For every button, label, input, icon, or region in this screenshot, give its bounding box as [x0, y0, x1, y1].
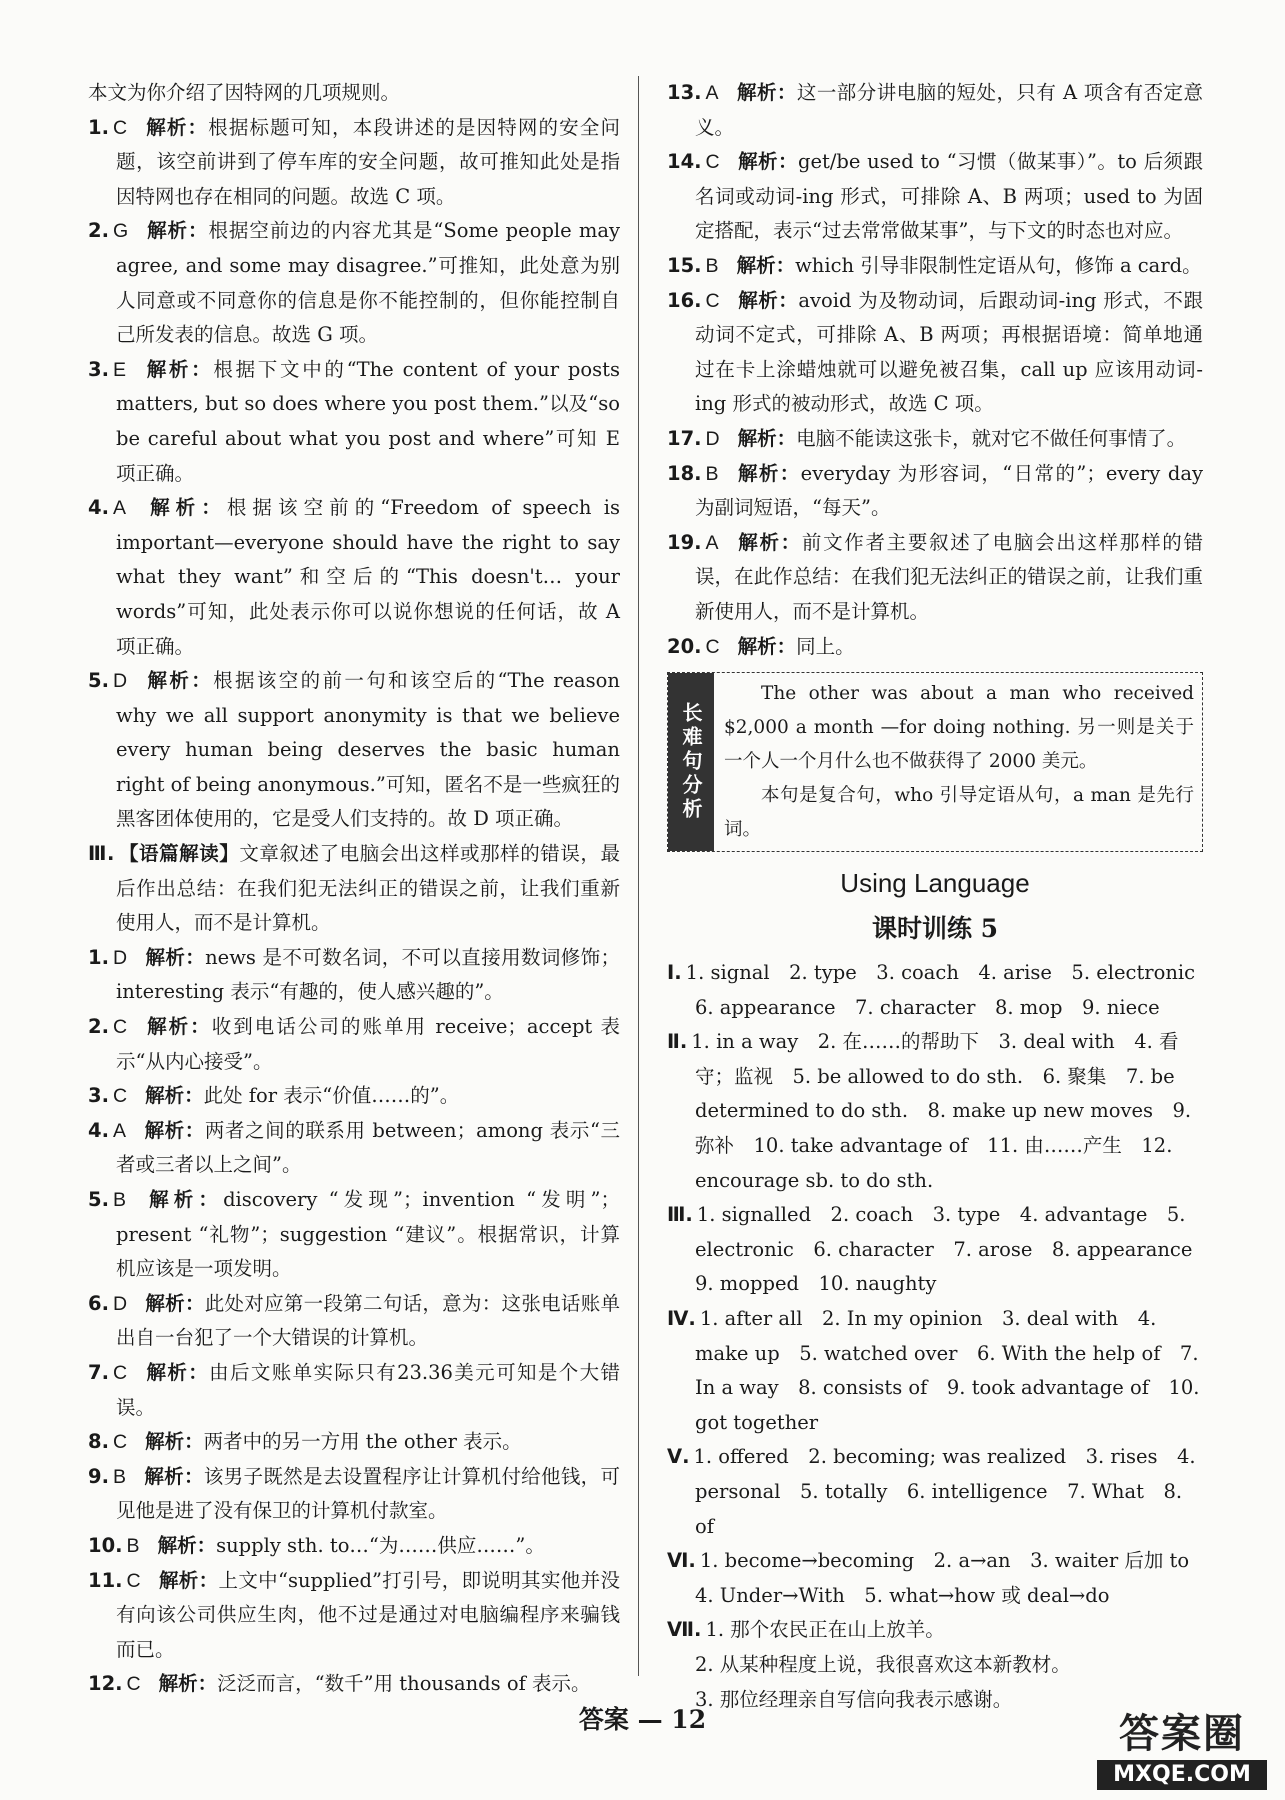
answer-list-ii — [88, 111, 620, 837]
answer-item: 15. B 解析：which 引导非限制性定语从句，修饰 a card。 — [667, 253, 1202, 277]
sentence-analysis-box — [667, 672, 1203, 852]
exercise-row: Ⅱ. 1. in a way 2. 在……的帮助下 3. deal with 4. 看守；监视 5. be allowed to do sth. 6. 聚集 7. be determined to do sth. 8. make up new moves 9. 弥补 10. take advantage of 11. 由……产生 12. encourage sb. to do sth. — [667, 1030, 1192, 1192]
answer-item: 8. C 解析：两者中的另一方用 the other 表示。 — [88, 1430, 522, 1454]
answer-item: 4. A 解析：根据该空前的“Freedom of speech is important—everyone should have the right to say what they want”和空后的“This doesn't… your words”可知，此处表示你可以说你想说的任何话，故 A 项正确。 — [88, 496, 620, 658]
answer-item: 2. C 解析：收到电话公司的账单用 receive；accept 表示“从内心接受”。 — [88, 1015, 620, 1073]
answer-item: 20. C 解析：同上。 — [667, 634, 855, 658]
exercise-row: Ⅶ. 1. 那个农民正在山上放羊。 — [667, 1618, 945, 1642]
section-title: Using Language — [840, 868, 1030, 899]
answer-item: 5. B 解析：discovery “发现”；invention “发明”；present “礼物”；suggestion “建议”。根据常识，计算机应该是一项发明。 — [88, 1188, 620, 1281]
exercise-row: Ⅲ. 1. signalled 2. coach 3. type 4. advantage 5. electronic 6. character 7. arose 8. appearance 9. mopped 10. naughty — [667, 1203, 1212, 1296]
answer-item: 10. B 解析：supply sth. to…“为……供应……”。 — [88, 1533, 545, 1557]
left-column — [88, 76, 620, 1702]
intro-text: 本文为你介绍了因特网的几项规则。 — [88, 81, 401, 104]
sentence-analysis-label: 长难句分析 — [668, 673, 714, 851]
answer-item: 5. D 解析：根据该空的前一句和该空后的“The reason why we all support anonymity is that we believe every human being deserves the basic human right of being anonymous.”可知，匿名不是一些疯狂的黑客团体使用的，它是受人们支持的。故 D 项正确。 — [88, 669, 620, 831]
exercise-row: Ⅰ. 1. signal 2. type 3. coach 4. arise 5. electronic 6. appearance 7. character 8. mop 9. niece — [667, 961, 1215, 1019]
answer-list-continued — [667, 76, 1203, 664]
sentence-analysis-line: The other was about a man who received $2,000 a month —for doing nothing. 另一则是关于一个人一个月什么也不做获得了 2000 美元。 — [724, 683, 1194, 773]
answer-item: 3. C 解析：此处 for 表示“价值……的”。 — [88, 1084, 460, 1108]
answer-list-iii — [88, 941, 620, 1702]
answer-item: 17. D 解析：电脑不能读这张卡，就对它不做任何事情了。 — [667, 426, 1187, 450]
exercise-row-continued: 2. 从某种程度上说，我很喜欢这本新教材。 — [695, 1652, 1071, 1676]
sentence-analysis-line: 本句是复合句，who 引导定语从句，a man 是先行词。 — [724, 785, 1194, 841]
watermark-text: 答案圈 — [1119, 1711, 1245, 1757]
answer-item: 1. D 解析：news 是不可数名词，不可以直接用数词修饰；interesting 表示“有趣的，使人感兴趣的”。 — [88, 945, 620, 1004]
answer-item: 9. B 解析：该男子既然是去设置程序让计算机付给他钱，可见他是进了没有保卫的计算机付款室。 — [88, 1464, 620, 1523]
answer-item: 7. C 解析：由后文账单实际只有23.36美元可知是个大错误。 — [88, 1360, 620, 1419]
column-divider — [638, 76, 639, 1676]
page-footer: 答案 — 12 — [578, 1705, 707, 1734]
sentence-analysis-body — [714, 673, 1202, 851]
answer-item: 13. A 解析：这一部分讲电脑的短处，只有 A 项含有否定意义。 — [667, 81, 1203, 139]
lesson-title: 课时训练 5 — [871, 914, 999, 944]
watermark-logo — [1097, 1712, 1267, 1792]
answer-item: 2. G 解析：根据空前边的内容尤其是“Some people may agree, and some may disagree.”可推知，此处意为别人同意或不同意你的信息是你不能控制的，但你能控制自己所发表的信息。故选 G 项。 — [88, 219, 620, 347]
answer-item: 11. C 解析：上文中“supplied”打引号，即说明其实他并没有向该公司供应生肉，他不过是通过对电脑编程序来骗钱而已。 — [88, 1568, 620, 1661]
section-iii-header: Ⅲ. 【语篇解读】文章叙述了电脑会出这样或那样的错误，最后作出总结：在我们犯无法纠正的错误之前，让我们重新使用人，而不是计算机。 — [88, 842, 620, 935]
answer-item: 3. E 解析：根据下文中的“The content of your posts matters, but so does where you post them.”以及“so be careful about what you post and where”可知 E 项正确。 — [88, 357, 620, 485]
answer-item: 6. D 解析：此处对应第一段第二句话，意为：这张电话账单出自一台犯了一个大错误的计算机。 — [88, 1291, 620, 1350]
answer-item: 1. C 解析：根据标题可知，本段讲述的是因特网的安全问题，该空前讲到了停车库的安全问题，故可推知此处是指因特网也存在相同的问题。故选 C 项。 — [88, 115, 620, 208]
exercise-row: Ⅴ. 1. offered 2. becoming; was realized 3. rises 4. personal 5. totally 6. intelligence 7. What 8. of — [667, 1445, 1196, 1538]
answer-item: 16. C 解析：avoid 为及物动词，后跟动词-ing 形式，不跟动词不定式，可排除 A、B 两项；再根据语境：简单地通过在卡上涂蜡烛就可以避免被召集，call up 应该用动词-ing 形式的被动形式，故选 C 项。 — [667, 288, 1203, 416]
answer-item: 4. A 解析：两者之间的联系用 between；among 表示“三者或三者以上之间”。 — [88, 1118, 620, 1177]
answer-item: 18. B 解析：everyday 为形容词，“日常的”；every day 为副词短语，“每天”。 — [667, 461, 1203, 520]
right-column — [667, 76, 1215, 1717]
exercise-row: Ⅳ. 1. after all 2. In my opinion 3. deal with 4. make up 5. watched over 6. With the help of 7. In a way 8. consists of 9. took advantage of 10. got together — [667, 1307, 1200, 1434]
exercise-row: Ⅵ. 1. become→becoming 2. a→an 3. waiter 后加 to 4. Under→With 5. what→how 或 deal→do — [667, 1549, 1209, 1607]
answer-item: 19. A 解析：前文作者主要叙述了电脑会出这样那样的错误，在此作总结：在我们犯无法纠正的错误之前，让我们重新使用人，而不是计算机。 — [667, 530, 1203, 623]
exercise-row-continued: 3. 那位经理亲自写信向我表示感谢。 — [695, 1687, 1013, 1711]
watermark-url: MXQE.COM — [1097, 1760, 1267, 1790]
answer-item: 14. C 解析：get/be used to “习惯（做某事）”。to 后须跟名词或动词-ing 形式，可排除 A、B 两项；used to 为固定搭配，表示“过去常常做某事”，与下文的时态也对应。 — [667, 150, 1203, 243]
exercise-answers — [667, 956, 1215, 1717]
answer-item: 12. C 解析：泛泛而言，“数千”用 thousands of 表示。 — [88, 1672, 591, 1696]
